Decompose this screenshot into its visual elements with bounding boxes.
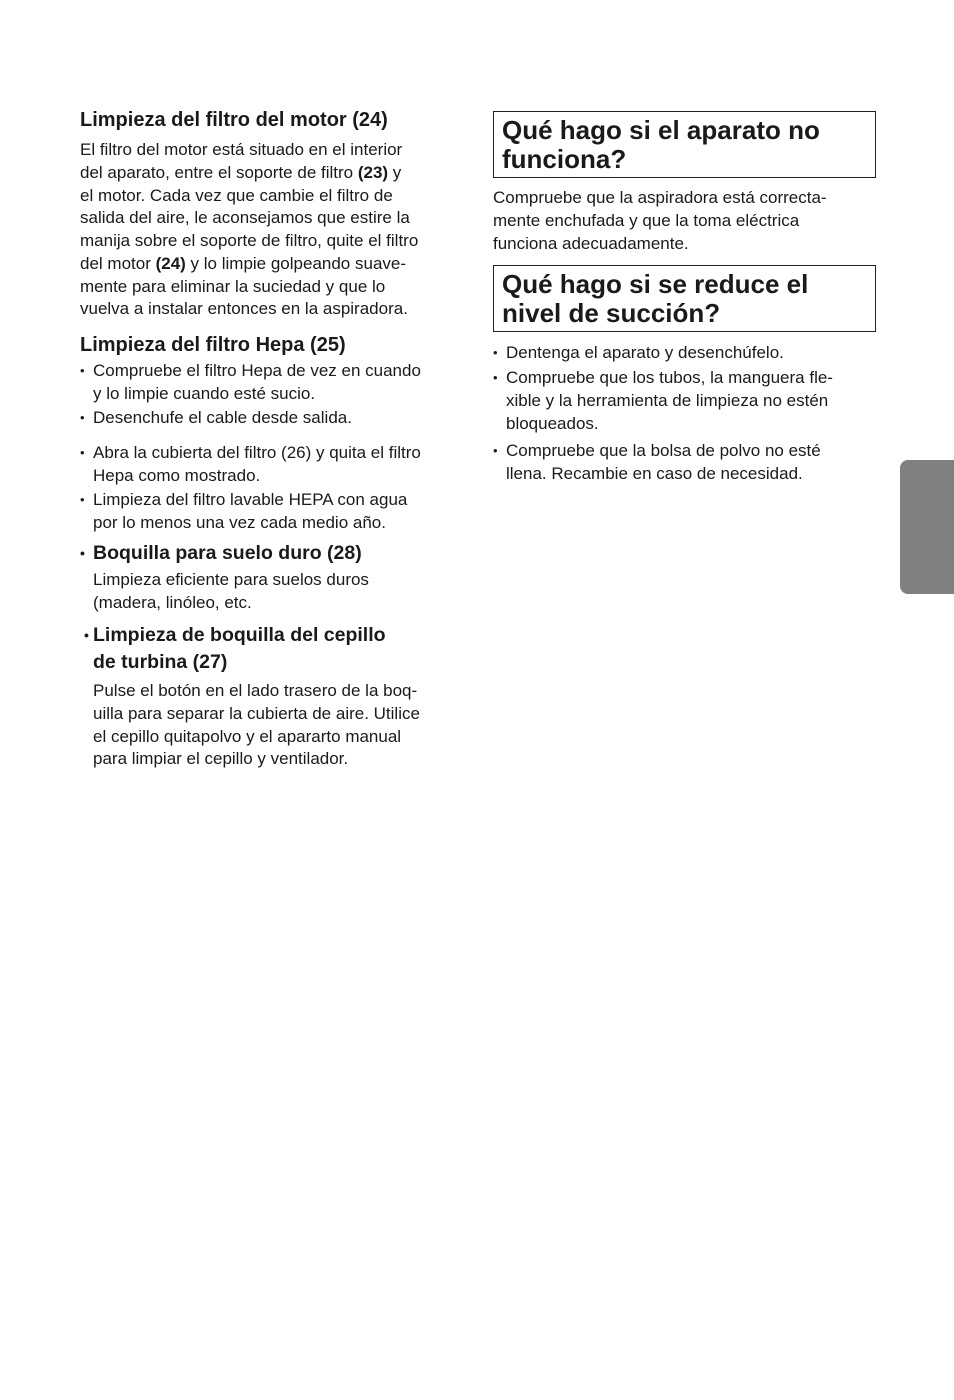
list-item: • Compruebe el filtro Hepa de vez en cuando y lo limpie cuando esté sucio. <box>80 360 421 406</box>
list-item: • Compruebe que la bolsa de polvo no esté llena. Recambie en caso de necesidad. <box>493 440 821 486</box>
list-item: • Compruebe que los tubos, la manguera fle- xible y la herramienta de limpieza no estén bloqueados. <box>493 367 833 435</box>
hard-floor-section: • Boquilla para suelo duro (28) Limpieza eficiente para suelos duros (madera, linóleo, etc. <box>80 542 369 612</box>
not-working-heading-box: Qué hago si el aparato no funciona? <box>493 111 876 178</box>
motor-filter-heading: Limpieza del filtro del motor (24) <box>80 109 388 131</box>
hepa-filter-heading: Limpieza del filtro Hepa (25) <box>80 334 346 356</box>
turbo-brush-heading: • Limpieza de boquilla del cepillo de turbina (27) <box>84 624 386 673</box>
hepa-bullet-2 <box>80 407 352 430</box>
motor-filter-text: El filtro del motor está situado en el interior del aparato, entre el soporte de filtro (23) y el motor. Cada vez que cambie el filtro de salida del aire, le aconsejamos que estire la manija sobre el soporte de filtro, quite el filtro del motor (24) y lo limpie golpeando suave- mente para eliminar la suciedad y que lo vuelva a instalar entonces en la aspiradora. <box>80 140 419 319</box>
hard-floor-heading: • Boquilla para suelo duro (28) <box>80 542 362 564</box>
list-item: • Abra la cubierta del filtro (26) y quita el filtro Hepa como mostrado. <box>80 442 421 488</box>
turbo-brush-section: • Limpieza de boquilla del cepillo de turbina (27) Pulse el botón en el lado trasero de la boq- uilla para separar la cubierta de aire. Utilice el cepillo quitapolvo y el apararto manual para limpiar el cepillo y ventilador. <box>80 622 420 771</box>
reduced-suction-heading-box: Qué hago si se reduce el nivel de succión? <box>493 265 876 332</box>
suction-bullet-1 <box>493 342 784 365</box>
list-item: • Desenchufe el cable desde salida. <box>80 407 352 430</box>
hepa-bullet-4 <box>80 489 407 535</box>
language-side-tab <box>900 460 954 594</box>
suction-bullet-2 <box>493 367 833 435</box>
list-item: • Dentenga el aparato y desenchúfelo. <box>493 342 784 365</box>
list-item: • Limpieza del filtro lavable HEPA con agua por lo menos una vez cada medio año. <box>80 489 407 535</box>
suction-bullet-3 <box>493 440 821 486</box>
hepa-bullet-1 <box>80 360 421 406</box>
hepa-bullet-3 <box>80 442 421 488</box>
not-working-text: Compruebe que la aspiradora está correcta- mente enchufada y que la toma eléctrica funciona adecuadamente. <box>493 188 827 253</box>
